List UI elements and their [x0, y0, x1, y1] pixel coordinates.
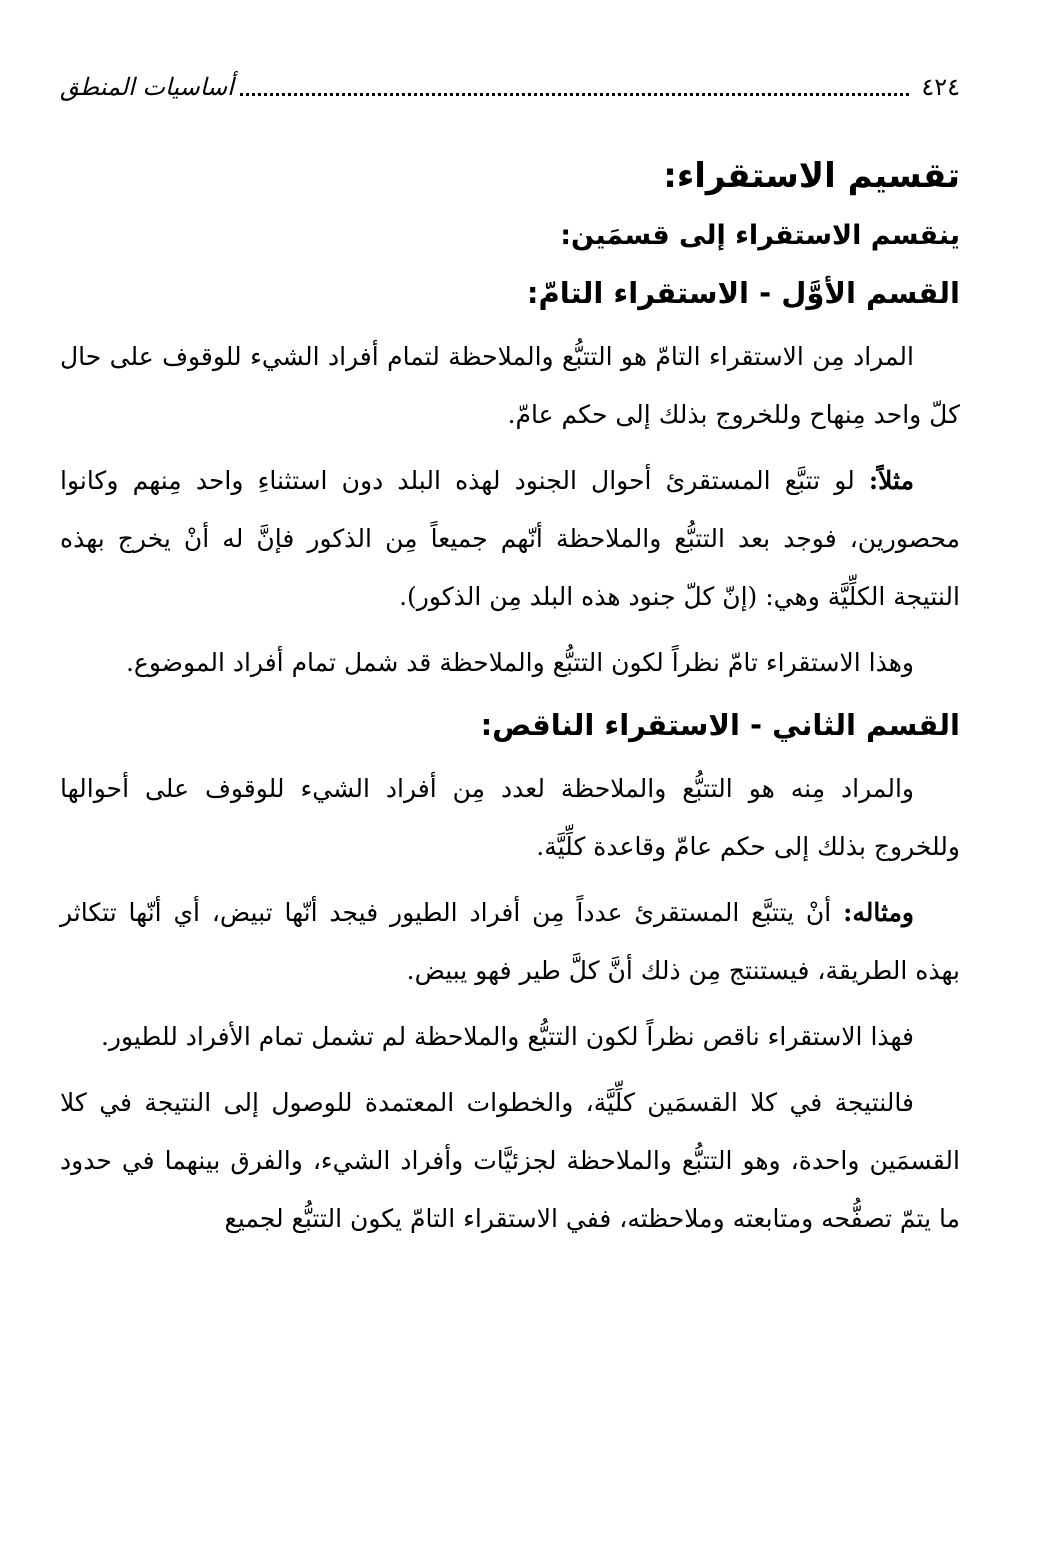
book-page [60, 0, 960, 1550]
part2-example-label: ومثاله: [843, 898, 914, 927]
part1-example [60, 452, 960, 626]
part1-conclusion: وهذا الاستقراء تامّ نظراً لكون التتبُّع والملاحظة قد شمل تمام أفراد الموضوع. [125, 648, 914, 677]
part1-example-label: مثلاً: [868, 466, 914, 495]
running-header [60, 62, 960, 102]
part2-example [60, 884, 960, 1000]
page-content [60, 150, 960, 1256]
header-dotted-leader [240, 92, 910, 96]
part2-definition: والمراد مِنه هو التتبُّع والملاحظة لعدد مِن أفراد الشيء للوقوف على أحوالها وللخروج بذلك إلى حكم عامّ وقاعدة كلِّيَّة. [60, 774, 960, 861]
part2-title: القسم الثاني - الاستقراء الناقص: [480, 708, 960, 742]
part2-example-text: أنْ يتتبَّع المستقرئ عدداً مِن أفراد الطيور فيجد أنّها تبيض، أي أنّها تتكاثر بهذه الطريقة، فيستنتج مِن ذلك أنَّ كلَّ طير فهو يبيض. [60, 898, 960, 985]
part1-title: القسم الأوَّل - الاستقراء التامّ: [526, 276, 960, 310]
section-title: تقسيم الاستقراء: [663, 156, 960, 196]
part2-conclusion: فهذا الاستقراء ناقص نظراً لكون التتبُّع والملاحظة لم تشمل تمام الأفراد للطيور. [100, 1022, 914, 1051]
page-number: ٤٢٤ [921, 73, 960, 101]
part1-example-text: لو تتبَّع المستقرئ أحوال الجنود لهذه البلد دون استثناءِ واحد مِنهم وكانوا محصورين، فوجد بعد التتبُّع والملاحظة أنّهم جميعاً مِن الذكور فإنَّ له أنْ يخرج بهذه النتيجة الكلِّيَّة وهي: (إنّ كلّ جنود هذه البلد مِن الذكور). [60, 466, 960, 611]
part1-definition: المراد مِن الاستقراء التامّ هو التتبُّع والملاحظة لتمام أفراد الشيء للوقوف على حال كلّ واحد مِنهاح وللخروج بذلك إلى حكم عامّ. [60, 342, 960, 429]
closing-paragraph: فالنتيجة في كلا القسمَين كلِّيَّة، والخطوات المعتمدة للوصول إلى النتيجة في كلا القسمَين واحدة، وهو التتبُّع والملاحظة لجزئيَّات وأفراد الشيء، والفرق بينهما في حدود ما يتمّ تصفُّحه ومتابعته وملاحظته، ففي الاستقراء التامّ يكون التتبُّع لجميع [60, 1088, 960, 1233]
book-title: أساسيات المنطق [60, 73, 234, 101]
intro-heading: ينقسم الاستقراء إلى قسمَين: [560, 220, 960, 251]
